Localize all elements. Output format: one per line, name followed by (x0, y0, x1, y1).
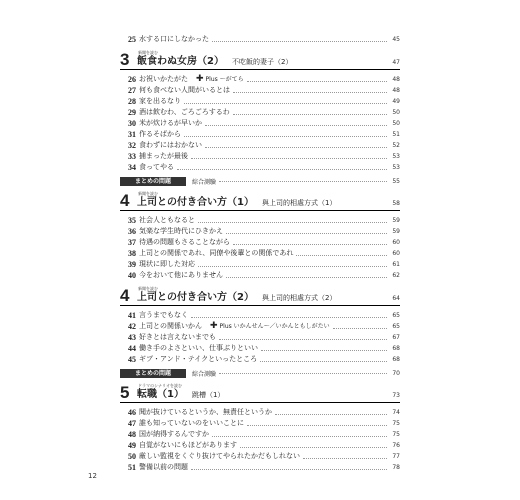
unit-page: 47 (392, 59, 400, 66)
item-text: 食わずにはおかない (139, 141, 202, 149)
item-page: 77 (392, 453, 400, 460)
unit-number: 4 (120, 191, 130, 210)
unit-title: 飯食わぬ女房（2） (137, 56, 224, 67)
leader-dots (212, 435, 387, 437)
toc-item[interactable] (120, 462, 400, 473)
item-number: 29 (128, 108, 136, 117)
item-page: 75 (392, 431, 400, 438)
item-text: 今をおいて他にありません (139, 271, 223, 279)
item-number: 50 (128, 452, 136, 461)
review-row[interactable] (120, 176, 400, 186)
item-page: 62 (392, 272, 400, 279)
toc-item[interactable] (120, 259, 400, 270)
leader-dots (260, 360, 387, 362)
item-text: 待遇の問題もさることながら (139, 238, 230, 246)
plus-label: Plus ～がてら (205, 76, 244, 83)
toc-item[interactable] (120, 34, 400, 45)
item-number: 37 (128, 238, 136, 247)
leader-dots (247, 424, 387, 426)
toc-item[interactable] (120, 140, 400, 151)
page-number: 12 (88, 472, 97, 480)
leader-dots (191, 157, 387, 159)
toc-item[interactable] (120, 151, 400, 162)
unit-title-cn: 與上司的相處方式（2） (261, 294, 337, 302)
leader-dots (303, 457, 387, 459)
toc-item[interactable] (120, 407, 400, 418)
item-number: 38 (128, 249, 136, 258)
toc-item[interactable] (120, 270, 400, 281)
item-number: 32 (128, 141, 136, 150)
review-tag: まとめの問題 (120, 177, 186, 186)
toc-item[interactable] (120, 107, 400, 118)
item-page: 74 (392, 409, 400, 416)
item-page: 48 (392, 87, 400, 94)
leader-dots (205, 146, 387, 148)
item-number: 42 (128, 322, 136, 331)
item-page: 68 (392, 356, 400, 363)
toc-item[interactable] (120, 74, 400, 85)
leader-dots (198, 265, 387, 267)
unit-title: 転職（1） (137, 389, 184, 400)
item-number: 27 (128, 86, 136, 95)
item-number: 28 (128, 97, 136, 106)
item-number: 51 (128, 463, 136, 472)
item-page: 59 (392, 217, 400, 224)
unit-page: 73 (392, 392, 400, 399)
item-text: 上司との関係いかん (139, 322, 202, 330)
item-number: 45 (128, 355, 136, 364)
item-page: 53 (392, 164, 400, 171)
item-text: 作るそばから (139, 130, 181, 138)
leader-dots (205, 124, 387, 126)
item-page: 61 (392, 261, 400, 268)
item-page: 59 (392, 228, 400, 235)
item-page: 53 (392, 153, 400, 160)
item-page: 50 (392, 120, 400, 127)
item-number: 39 (128, 260, 136, 269)
item-page: 51 (392, 131, 400, 138)
toc-item[interactable] (120, 440, 400, 451)
toc-item[interactable] (120, 96, 400, 107)
item-page: 78 (392, 464, 400, 471)
item-text: 上司との関係であれ、同僚や後輩との関係であれ (139, 249, 294, 257)
item-number: 48 (128, 430, 136, 439)
leader-dots (296, 254, 387, 256)
unit-header (120, 287, 400, 306)
leader-dots (198, 221, 387, 223)
toc-item[interactable] (120, 332, 400, 343)
leader-dots (261, 349, 387, 351)
item-number: 49 (128, 441, 136, 450)
item-text: 酒は飲むわ、ごろごろするわ (139, 108, 230, 116)
item-page: 60 (392, 239, 400, 246)
toc-item[interactable] (120, 85, 400, 96)
item-page: 65 (392, 312, 400, 319)
item-number: 36 (128, 227, 136, 236)
item-text: 言うまでもなく (139, 311, 188, 319)
item-text: 自覚がないにもほどがあります (139, 441, 237, 449)
table-of-contents (120, 34, 400, 473)
item-text: 捕まったが最後 (139, 152, 188, 160)
item-number: 35 (128, 216, 136, 225)
toc-item[interactable] (120, 237, 400, 248)
review-label: 綜合測驗 (192, 178, 217, 186)
item-text: ギブ・アンド・テイクといったところ (139, 355, 258, 363)
item-text: 家を出るなり (139, 97, 181, 105)
review-page: 70 (392, 369, 400, 377)
item-text: 誰も知っていないのをいいことに (139, 419, 244, 427)
item-number: 46 (128, 408, 136, 417)
units-container (120, 51, 400, 473)
leader-dots (275, 413, 387, 415)
toc-item[interactable] (120, 343, 400, 354)
item-text: 水する口にしなかった (139, 35, 209, 43)
item-text: 現状に即した対応 (139, 260, 195, 268)
unit-title-cn: 與上司的相處方式（1） (261, 199, 337, 207)
toc-item[interactable] (120, 354, 400, 365)
item-page: 76 (392, 442, 400, 449)
leader-dots (219, 338, 387, 340)
toc-item[interactable] (120, 162, 400, 173)
leader-dots (226, 232, 387, 234)
item-text: 働き手のよさといい、仕事ぶりといい (139, 344, 258, 352)
item-text: 気楽な学生時代にひきかえ (139, 227, 223, 235)
unit-page: 58 (392, 200, 400, 207)
unit-number: 5 (120, 383, 130, 402)
unit-page: 64 (392, 295, 400, 302)
leader-dots (191, 468, 387, 470)
item-text: 社会人ともなると (139, 216, 195, 224)
review-label: 綜合測驗 (192, 370, 217, 378)
item-text: 警備以前の問題 (139, 463, 188, 471)
leader-dots (240, 446, 387, 448)
leader-dots (191, 316, 387, 318)
leader-dots (233, 91, 387, 93)
toc-item[interactable] (120, 418, 400, 429)
item-number: 40 (128, 271, 136, 280)
leader-dots (219, 372, 387, 374)
toc-item[interactable] (120, 118, 400, 129)
toc-item[interactable] (120, 129, 400, 140)
item-number: 41 (128, 311, 136, 320)
item-text: お祝いかたがた (139, 75, 188, 83)
review-page: 55 (392, 177, 400, 185)
toc-item[interactable] (120, 215, 400, 226)
leader-dots (233, 113, 387, 115)
item-number: 33 (128, 152, 136, 161)
item-text: 聞が抜けているというか、無責任というか (139, 408, 272, 416)
leader-dots (177, 168, 387, 170)
item-text: 何も食べない人間がいるとは (139, 86, 230, 94)
item-text: 食ってやる (139, 163, 174, 171)
review-tag: まとめの問題 (120, 369, 186, 378)
plus-icon: ✚ (196, 74, 204, 84)
item-page: 52 (392, 142, 400, 149)
item-page: 50 (392, 109, 400, 116)
item-number: 47 (128, 419, 136, 428)
item-number: 34 (128, 163, 136, 172)
item-page: 60 (392, 250, 400, 257)
leader-dots (233, 243, 387, 245)
toc-item[interactable] (120, 248, 400, 259)
unit-subtitle: 新聞を読む (138, 286, 158, 291)
unit-title: 上司との付き合い方（2） (137, 292, 254, 303)
item-page: 65 (392, 323, 400, 330)
toc-item[interactable] (120, 429, 400, 440)
unit-subtitle: 新聞を読む (138, 191, 158, 196)
leader-dots (226, 276, 387, 278)
plus-label: Plus いかんせん～／いかんともしがたい (219, 323, 330, 330)
leader-dots (333, 327, 387, 329)
unit-subtitle: 新聞を読む (138, 50, 158, 55)
item-page: 45 (392, 36, 400, 43)
item-text: 米が炊けるが早いか (139, 119, 202, 127)
item-page: 75 (392, 420, 400, 427)
toc-item[interactable] (120, 451, 400, 462)
review-row[interactable] (120, 368, 400, 378)
unit-header (120, 192, 400, 211)
item-number: 26 (128, 75, 136, 84)
unit-header (120, 384, 400, 403)
item-text: 好きとは言えないまでも (139, 333, 216, 341)
item-number: 31 (128, 130, 136, 139)
item-text: 国が納得するんですか (139, 430, 209, 438)
item-page: 49 (392, 98, 400, 105)
plus-icon: ✚ (210, 321, 218, 331)
toc-item[interactable] (120, 321, 400, 332)
item-text: 厳しい監視をくぐり抜けてやられたかだもしれない (139, 452, 300, 460)
leader-dots (184, 135, 387, 137)
unit-subtitle: ドラマのシナリオを読む (138, 383, 182, 388)
item-page: 48 (392, 76, 400, 83)
item-number: 44 (128, 344, 136, 353)
leader-dots (247, 80, 387, 82)
unit-number: 3 (120, 50, 130, 69)
item-number: 43 (128, 333, 136, 342)
toc-item[interactable] (120, 310, 400, 321)
item-page: 67 (392, 334, 400, 341)
toc-item[interactable] (120, 226, 400, 237)
item-number: 25 (128, 35, 136, 44)
unit-number: 4 (120, 286, 130, 305)
unit-header (120, 51, 400, 70)
leader-dots (219, 180, 387, 182)
unit-title-cn: 跳槽（1） (191, 391, 225, 399)
item-number: 30 (128, 119, 136, 128)
unit-title-cn: 不吃飯的妻子（2） (231, 58, 293, 66)
unit-title: 上司との付き合い方（1） (137, 197, 254, 208)
leader-dots (184, 102, 387, 104)
item-page: 68 (392, 345, 400, 352)
leader-dots (212, 40, 387, 42)
